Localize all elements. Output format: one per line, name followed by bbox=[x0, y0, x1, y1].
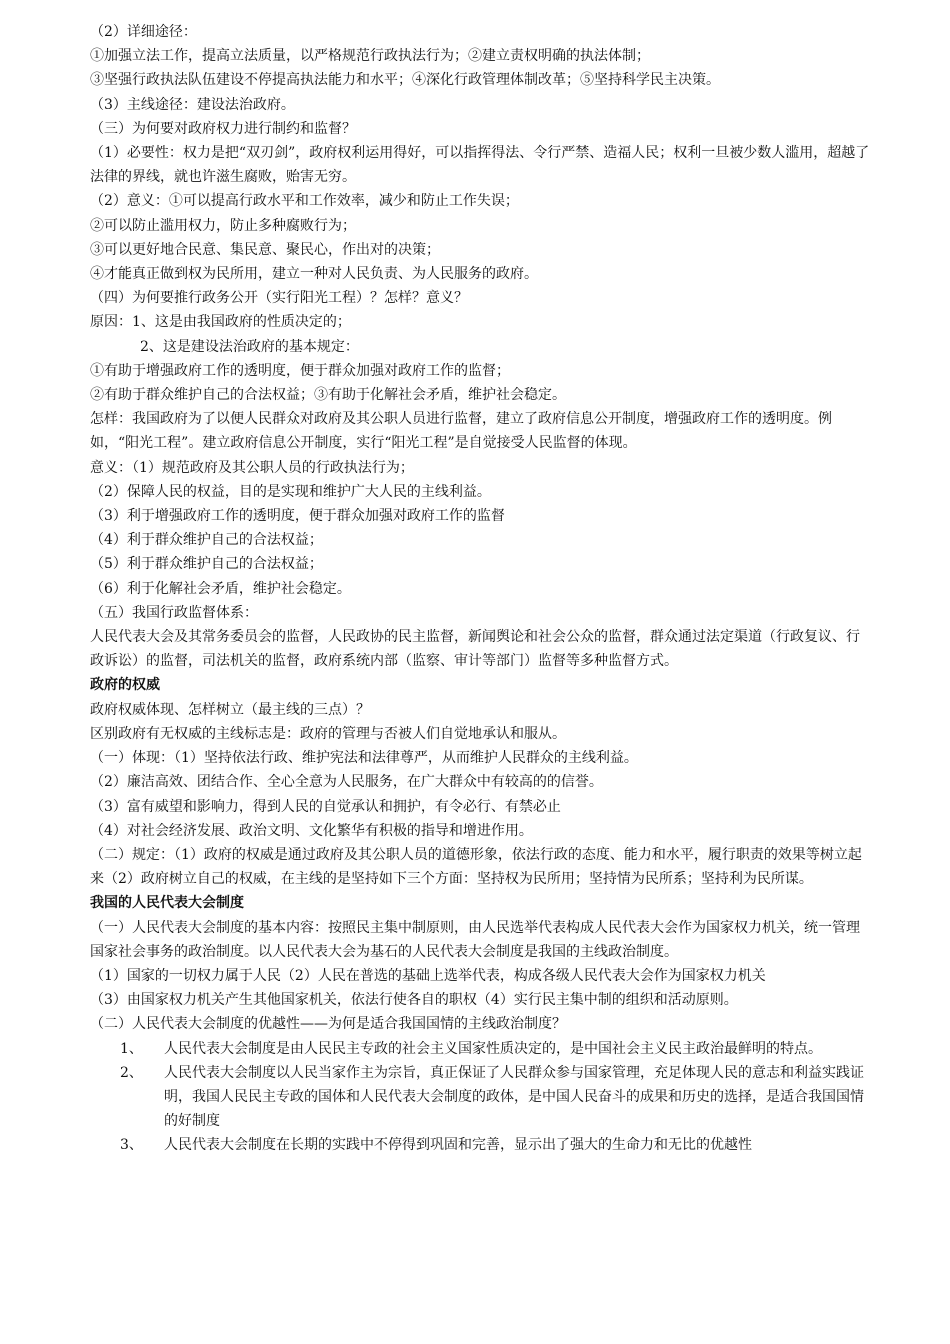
text-line: （1）国家的一切权力属于人民（2）人民在普选的基础上选举代表，构成各级人民代表大会作为国家权力机关 bbox=[90, 967, 766, 984]
section-title: （二）人民代表大会制度的优越性——为何是适合我国国情的主线政治制度？ bbox=[90, 1016, 566, 1033]
section-title: （五）我国行政监督体系： bbox=[90, 604, 258, 621]
item-text: 人民代表大会制度在长期的实践中不停得到巩固和完善，显示出了强大的生命力和无比的优越性 bbox=[164, 1137, 752, 1154]
text-line: （4）对社会经济发展、政治文明、文化繁华有积极的指导和增进作用。 bbox=[90, 822, 533, 839]
section-title: （三）为何要对政府权力进行制约和监督？ bbox=[90, 120, 356, 137]
item-number: 3、 bbox=[120, 1137, 143, 1154]
text-line: ①加强立法工作，提高立法质量，以严格规范行政执法行为；②建立责权明确的执法体制； bbox=[90, 48, 650, 65]
text-line: 政府权威体现、怎样树立（最主线的三点）？ bbox=[90, 701, 370, 718]
text-line: 区别政府有无权威的主线标志是：政府的管理与否被人们自觉地承认和服从。 bbox=[90, 725, 566, 742]
text-line: （一）体现：（1）坚持依法行政、维护宪法和法律尊严，从而维护人民群众的主线利益。 bbox=[90, 750, 638, 767]
paragraph: （一）人民代表大会制度的基本内容：按照民主集中制原则，由人民选举代表构成人民代表大会作为国家权力机关，统一管理国家社会事务的政治制度。以人民代表大会为基石的人民代表大会制度是我国的主线政治制度。 bbox=[90, 919, 860, 960]
document-page bbox=[90, 20, 870, 1158]
section-title: （四）为何要推行政务公开（实行阳光工程）？怎样？意义？ bbox=[90, 290, 468, 307]
numbered-item bbox=[90, 1037, 870, 1061]
text-line: （2）保障人民的权益，目的是实现和维护广大人民的主线利益。 bbox=[90, 483, 491, 500]
text-line: 原因：1、这是由我国政府的性质决定的； bbox=[90, 314, 351, 331]
paragraph: 怎样：我国政府为了以便人民群众对政府及其公职人员进行监督，建立了政府信息公开制度，增强政府工作的透明度。例如，“阳光工程”。建立政府信息公开制度，实行“阳光工程”是自觉接受人民监督的体现。 bbox=[90, 411, 832, 452]
text-line: （3）主线途径：建设法治政府。 bbox=[90, 96, 295, 113]
numbered-item bbox=[90, 1061, 870, 1134]
text-line: ③可以更好地合民意、集民意、聚民心，作出对的决策； bbox=[90, 241, 440, 258]
text-line: （2）详细途径： bbox=[90, 24, 197, 40]
text-line: （4）利于群众维护自己的合法权益； bbox=[90, 532, 323, 549]
item-number: 1、 bbox=[120, 1040, 143, 1057]
text-line: ②可以防止滥用权力，防止多种腐败行为； bbox=[90, 217, 356, 234]
text-line: ④才能真正做到权为民所用，建立一种对人民负责、为人民服务的政府。 bbox=[90, 266, 538, 283]
item-text: 人民代表大会制度以人民当家作主为宗旨，真正保证了人民群众参与国家管理，充足体现人民的意志和利益实践证明，我国人民民主专政的国体和人民代表大会制度的政体，是中国人民奋斗的成果和历史的选择，是适合我国国情的好制度 bbox=[164, 1064, 864, 1130]
paragraph: （1）必要性：权力是把“双刃剑”，政府权利运用得好，可以指挥得法、令行严禁、造福人民；权利一旦被少数人滥用，超越了法律的界线，就也许滋生腐败，贻害无穷。 bbox=[90, 145, 870, 186]
paragraph: （二）规定：（1）政府的权威是通过政府及其公职人员的道德形象，依法行政的态度、能力和水平，履行职责的效果等树立起来（2）政府树立自己的权威，在主线的是坚持如下三个方面：坚持权为民所用；坚持情为民所系；坚持利为民所谋。 bbox=[90, 846, 862, 888]
numbered-item bbox=[90, 1133, 870, 1157]
text-line: （5）利于群众维护自己的合法权益； bbox=[90, 556, 323, 573]
text-line: （3）富有威望和影响力，得到人民的自觉承认和拥护，有令必行、有禁必止 bbox=[90, 798, 561, 815]
text-line: （3）由国家权力机关产生其他国家机关，依法行使各自的职权（4）实行民主集中制的组织和活动原则。 bbox=[90, 992, 738, 1009]
paragraph: 人民代表大会及其常务委员会的监督，人民政协的民主监督，新闻舆论和社会公众的监督，群众通过法定渠道（行政复议、行政诉讼）的监督，司法机关的监督，政府系统内部（监察、审计等部门）监督等多种监督方式。 bbox=[90, 629, 860, 670]
heading-government-authority: 政府的权威 bbox=[90, 677, 160, 694]
text-line: （2）廉洁高效、团结合作、全心全意为人民服务，在广大群众中有较高的的信誉。 bbox=[90, 774, 603, 791]
text-line: （3）利于增强政府工作的透明度，便于群众加强对政府工作的监督 bbox=[90, 508, 505, 525]
text-line: （2）意义：①可以提高行政水平和工作效率，减少和防止工作失误； bbox=[90, 193, 519, 210]
text-line: ③坚强行政执法队伍建设不停提高执法能力和水平；④深化行政管理体制改革；⑤坚持科学民主决策。 bbox=[90, 72, 720, 89]
text-line: ②有助于群众维护自己的合法权益；③有助于化解社会矛盾，维护社会稳定。 bbox=[90, 387, 566, 404]
text-line: （6）利于化解社会矛盾，维护社会稳定。 bbox=[90, 580, 351, 597]
item-number: 2、 bbox=[120, 1064, 143, 1081]
heading-peoples-congress-system: 我国的人民代表大会制度 bbox=[90, 895, 244, 912]
item-text: 人民代表大会制度是由人民民主专政的社会主义国家性质决定的，是中国社会主义民主政治最鲜明的特点。 bbox=[164, 1040, 822, 1057]
text-line: 2、这是建设法治政府的基本规定： bbox=[140, 338, 359, 355]
text-line: ①有助于增强政府工作的透明度，便于群众加强对政府工作的监督； bbox=[90, 362, 510, 379]
text-line: 意义：（1）规范政府及其公职人员的行政执法行为； bbox=[90, 459, 414, 476]
